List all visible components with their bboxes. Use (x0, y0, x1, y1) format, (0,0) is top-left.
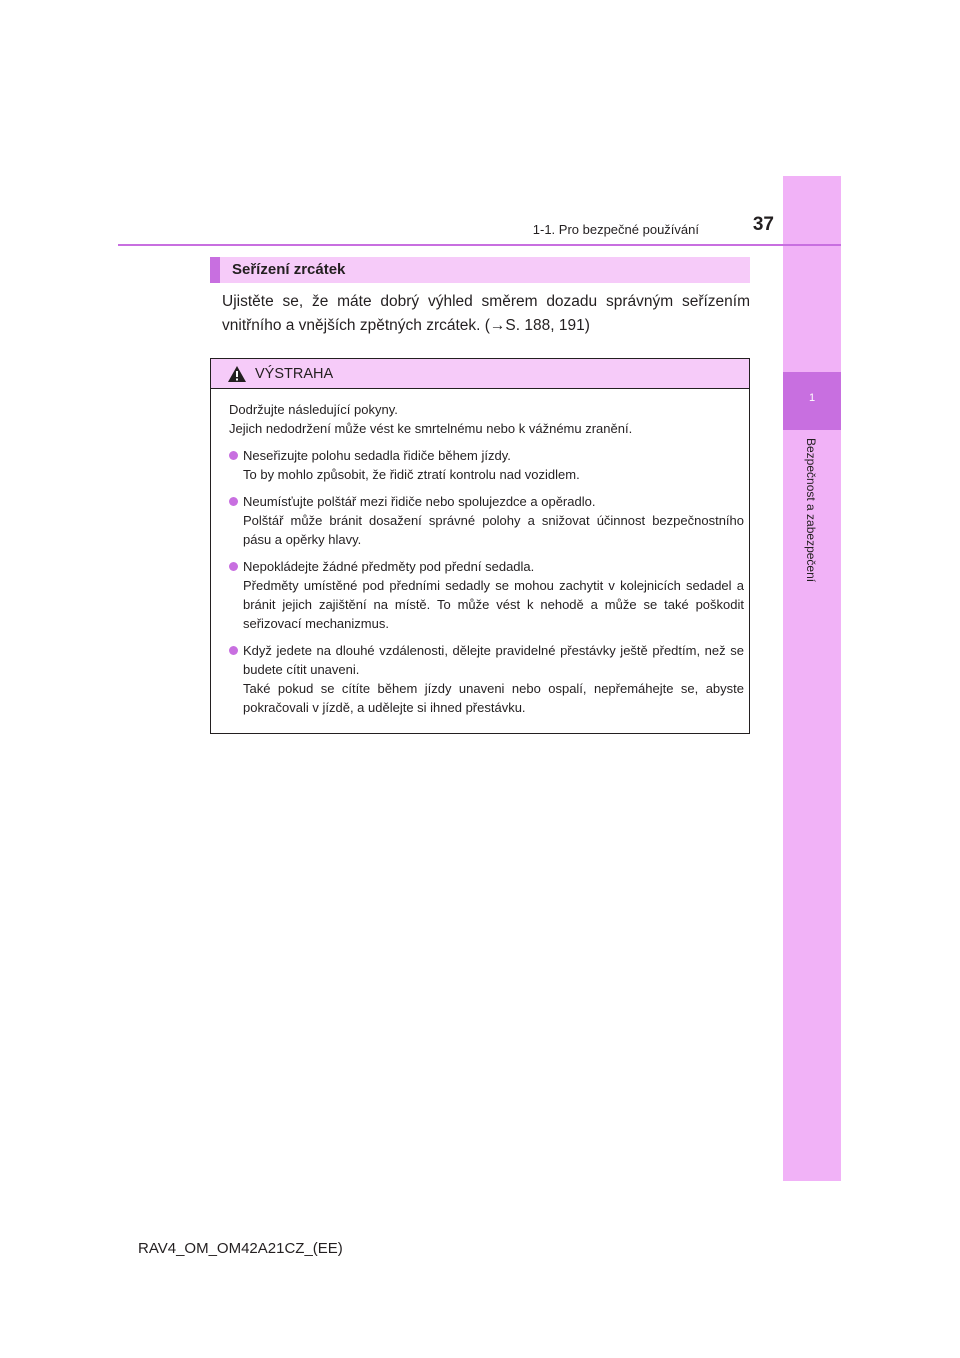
bullet-line: Polštář může bránit dosažení správné polohy a snižovat účinnost bezpečnostního pásu a opěrky hlavy. (243, 513, 744, 547)
bullet-dot-icon (229, 451, 238, 460)
warning-bullet (229, 446, 744, 484)
bullet-dot-icon (229, 646, 238, 655)
bullet-line: Neumísťujte polštář mezi řidiče nebo spolujezdce a opěradlo. (243, 494, 596, 509)
side-tab-strip (783, 176, 841, 1181)
section-title: Seřízení zrcátek (232, 261, 346, 278)
chapter-label: Bezpečnost a zabezpečení (804, 438, 818, 583)
intro-paragraph: Ujistěte se, že máte dobrý výhled směrem dozadu správným seřízením vnitřního a vnějších zpětných zrcátek. (→S. 188, 191) (222, 293, 750, 334)
warning-header (211, 359, 749, 389)
chapter-label-container (797, 438, 827, 618)
warning-intro (229, 400, 744, 438)
bullet-dot-icon (229, 562, 238, 571)
chapter-number: 1 (808, 392, 816, 404)
warning-box (210, 358, 750, 734)
header-rule (118, 244, 841, 246)
bullet-line: Předměty umístěné pod předními sedadly se mohou zachytit v kolejnicích sedadel a bránit jejich zajištění na místě. To může vést k nehodě a může se také poškodit seřizovací mechanizmus. (243, 578, 744, 631)
warning-body (229, 400, 744, 725)
bullet-line: Když jedete na dlouhé vzdálenosti, dělejte pravidelné přestávky ještě předtím, než se budete cítit unaveni. (243, 643, 744, 677)
bullet-line: To by mohlo způsobit, že řidič ztratí kontrolu nad vozidlem. (243, 467, 580, 482)
warning-triangle-icon (227, 365, 247, 383)
warning-title: VÝSTRAHA (255, 366, 334, 382)
warning-bullet (229, 641, 744, 717)
warning-bullet (229, 492, 744, 549)
bullet-dot-icon (229, 497, 238, 506)
section-title-bar (210, 257, 750, 283)
bullet-line: Neseřizujte polohu sedadla řidiče během jízdy. (243, 448, 511, 463)
header-section-title: 1-1. Pro bezpečné používání (532, 222, 699, 237)
warning-intro-line: Jejich nedodržení může vést ke smrtelnému nebo k vážnému zranění. (229, 421, 633, 436)
warning-bullet (229, 557, 744, 633)
warning-intro-line: Dodržujte následující pokyny. (229, 402, 398, 417)
document-code: RAV4_OM_OM42A21CZ_(EE) (138, 1240, 343, 1257)
bullet-line: Také pokud se cítíte během jízdy unaveni nebo ospalí, nepřemáhejte se, abyste pokračovali v jízdě, a udělejte si ihned přestávku. (243, 681, 744, 715)
bullet-line: Nepokládejte žádné předměty pod přední sedadla. (243, 559, 535, 574)
page-number: 37 (752, 214, 774, 235)
